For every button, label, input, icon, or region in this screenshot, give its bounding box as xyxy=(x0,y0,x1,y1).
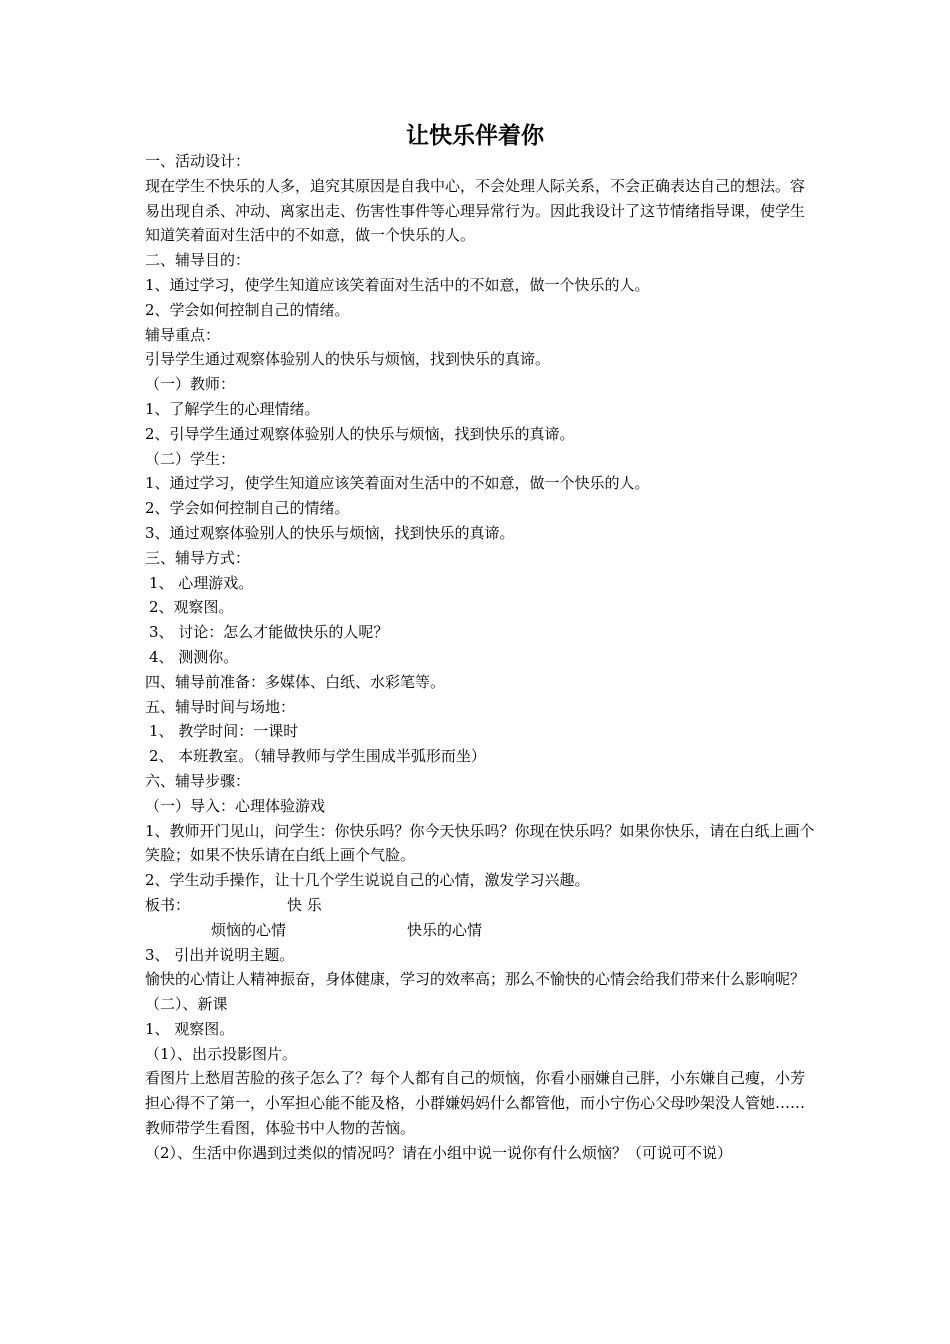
heading-steps: 六、辅导步骤： xyxy=(145,771,251,790)
lesson-subitem: （1）、出示投影图片。 xyxy=(145,1044,298,1063)
lesson-item: 教师带学生看图，体验书中人物的苦恼。 xyxy=(145,1119,416,1138)
document-body xyxy=(145,149,815,1166)
heading-activity-design: 一、活动设计： xyxy=(145,152,251,170)
teacher-item: 1、了解学生的心理情绪。 xyxy=(145,399,320,418)
blackboard-word: 快 乐 xyxy=(287,895,322,914)
heading-preparation: 四、辅导前准备：多媒体、白纸、水彩笔等。 xyxy=(145,672,446,691)
student-item: 1、通过学习，使学生知道应该笑着面对生活中的不如意，做一个快乐的人。 xyxy=(145,474,650,493)
key-point-text: 引导学生通过观察体验别人的快乐与烦恼，找到快乐的真谛。 xyxy=(145,350,551,369)
step-item: 3、 引出并说明主题。 xyxy=(145,945,295,964)
method-item: 1、 心理游戏。 xyxy=(149,573,254,592)
mood-worried: 烦恼的心情 xyxy=(211,920,287,939)
lesson-paragraph: 看图片上愁眉苦脸的孩子怎么了？每个人都有自己的烦恼，你看小丽嫌自己胖，小东嫌自己瘦，小芳担心得不了第一，小军担心能不能及格，小群嫌妈妈什么都管他，而小宁伤心父母吵架没人管她…… xyxy=(145,1069,806,1113)
method-item: 3、 讨论：怎么才能做快乐的人呢？ xyxy=(149,623,389,642)
heading-goals: 二、辅导目的： xyxy=(145,251,251,270)
student-item: 2、学会如何控制自己的情绪。 xyxy=(145,499,350,518)
time-place-item: 1、 教学时间：一课时 xyxy=(149,722,299,741)
lesson-subitem: （2）、生活中你遇到过类似的情况吗？请在小组中说一说你有什么烦恼？（可说可不说） xyxy=(145,1143,733,1162)
blackboard-moods xyxy=(145,918,815,943)
blackboard-line xyxy=(145,893,815,918)
step-paragraph: 1、教师开门见山，问学生：你快乐吗？你今天快乐吗？你现在快乐吗？如果你快乐，请在白纸上画个笑脸；如果不快乐请在白纸上画个气脸。 xyxy=(145,821,815,865)
heading-key-points: 辅导重点： xyxy=(145,325,221,344)
step-item: 2、学生动手操作，让十几个学生说说自己的心情，激发学习兴趣。 xyxy=(145,871,590,890)
teacher-item: 2、引导学生通过观察体验别人的快乐与烦恼，找到快乐的真谛。 xyxy=(145,424,575,443)
mood-happy: 快乐的心情 xyxy=(407,920,483,939)
goal-item: 2、学会如何控制自己的情绪。 xyxy=(145,300,350,319)
lesson-item: 1、 观察图。 xyxy=(145,1019,235,1038)
subheading-teacher: （一）教师： xyxy=(145,375,236,394)
method-item: 4、 测测你。 xyxy=(149,647,239,666)
heading-time-place: 五、辅导时间与场地： xyxy=(145,697,296,716)
blackboard-label: 板书： xyxy=(145,895,191,914)
heading-methods: 三、辅导方式： xyxy=(145,548,251,567)
step-paragraph: 愉快的心情让人精神振奋，身体健康，学习的效率高；那么不愉快的心情会给我们带来什么影响呢？ xyxy=(145,970,806,989)
time-place-item: 2、 本班教室。（辅导教师与学生围成半弧形而坐） xyxy=(149,747,486,766)
method-item: 2、观察图。 xyxy=(149,598,234,617)
subheading-intro: （一）导入：心理体验游戏 xyxy=(145,796,326,815)
goal-item: 1、通过学习，使学生知道应该笑着面对生活中的不如意，做一个快乐的人。 xyxy=(145,275,650,294)
student-item: 3、通过观察体验别人的快乐与烦恼，找到快乐的真谛。 xyxy=(145,523,515,542)
paragraph-design-rationale: 现在学生不快乐的人多，追究其原因是自我中心，不会处理人际关系，不会正确表达自己的想法。容易出现自杀、冲动、离家出走、伤害性事件等心理异常行为。因此我设计了这节情绪指导课，使学生知道笑着面对生活中的不如意，做一个快乐的人。 xyxy=(145,176,806,245)
subheading-student: （二）学生： xyxy=(145,449,236,468)
document-title: 让快乐伴着你 xyxy=(406,122,544,149)
subheading-new-lesson: （二）、新课 xyxy=(145,995,228,1014)
